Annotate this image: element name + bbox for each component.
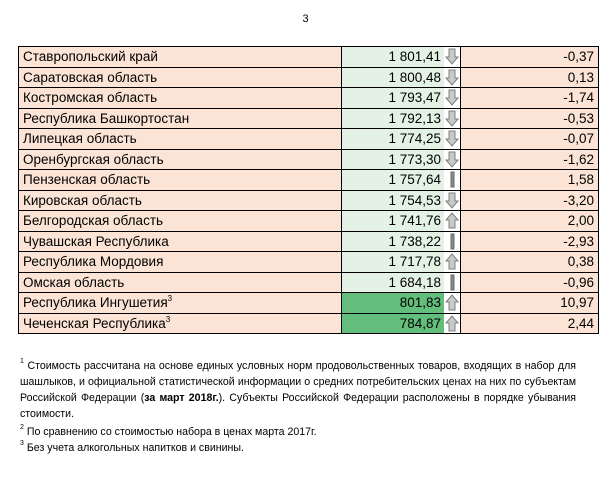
cost-cell: 1 741,76 — [342, 211, 445, 232]
region-name: Республика Башкортостан — [23, 110, 190, 126]
page-number: 3 — [302, 13, 309, 25]
region-cell — [19, 108, 342, 129]
table-row — [19, 108, 599, 129]
up-arrow-icon — [444, 212, 460, 229]
region-cell — [19, 88, 342, 109]
region-footnote-mark: 3 — [167, 294, 173, 304]
table-row — [19, 47, 599, 68]
side-bar-icon — [444, 274, 460, 291]
down-arrow-icon — [444, 130, 460, 147]
up-arrow-icon — [444, 253, 460, 270]
region-cell — [19, 47, 342, 68]
region-cell — [19, 231, 342, 252]
table-row — [19, 67, 599, 88]
table-row — [19, 88, 599, 109]
up-arrow-icon — [444, 294, 460, 311]
trend-cell — [444, 47, 461, 68]
down-arrow-icon — [444, 89, 460, 106]
table-row — [19, 313, 599, 334]
region-cell — [19, 211, 342, 232]
table-row — [19, 129, 599, 150]
footnote-1-mark: 1 — [20, 358, 24, 365]
region-cell — [19, 252, 342, 273]
down-arrow-icon — [444, 110, 460, 127]
cost-cell: 1 757,64 — [342, 170, 445, 191]
trend-cell — [444, 293, 461, 314]
trend-cell — [444, 149, 461, 170]
region-cell — [19, 129, 342, 150]
down-arrow-icon — [444, 69, 460, 86]
region-name: Кировская область — [23, 192, 142, 208]
region-footnote-mark: 3 — [165, 314, 171, 324]
trend-cell — [444, 313, 461, 334]
side-bar-icon — [444, 171, 460, 188]
change-cell: -0,07 — [461, 129, 599, 150]
down-arrow-icon — [444, 192, 460, 209]
price-table — [18, 46, 599, 334]
region-name: Чувашская Республика — [23, 233, 169, 249]
footnote-3 — [20, 440, 576, 456]
cost-cell: 1 717,78 — [342, 252, 445, 273]
trend-cell — [444, 190, 461, 211]
footnote-2 — [20, 424, 576, 440]
region-name: Республика Ингушетия — [23, 295, 168, 311]
footnote-1 — [20, 358, 576, 422]
trend-cell — [444, 252, 461, 273]
cost-cell: 1 754,53 — [342, 190, 445, 211]
footnote-2-mark: 2 — [20, 424, 24, 431]
trend-cell — [444, 88, 461, 109]
cost-cell: 1 738,22 — [342, 231, 445, 252]
region-name: Саратовская область — [23, 69, 158, 85]
trend-cell — [444, 231, 461, 252]
cost-cell: 1 793,47 — [342, 88, 445, 109]
cost-cell: 1 800,48 — [342, 67, 445, 88]
up-arrow-icon — [444, 315, 460, 332]
region-name: Ставропольский край — [23, 49, 158, 65]
change-cell: -2,93 — [461, 231, 599, 252]
cost-cell: 1 684,18 — [342, 272, 445, 293]
change-cell: -1,62 — [461, 149, 599, 170]
region-name: Республика Мордовия — [23, 254, 164, 270]
trend-cell — [444, 211, 461, 232]
table-row — [19, 293, 599, 314]
table-row — [19, 190, 599, 211]
trend-cell — [444, 272, 461, 293]
table-row — [19, 231, 599, 252]
change-cell: 0,38 — [461, 252, 599, 273]
cost-cell: 1 773,30 — [342, 149, 445, 170]
trend-cell — [444, 108, 461, 129]
region-name: Омская область — [23, 274, 125, 290]
change-cell: -0,53 — [461, 108, 599, 129]
change-cell: 2,44 — [461, 313, 599, 334]
cost-cell: 801,83 — [342, 293, 445, 314]
footnote-2-text: По сравнению со стоимостью набора в ценах марта 2017г. — [26, 426, 317, 438]
change-cell: 0,13 — [461, 67, 599, 88]
table-row — [19, 170, 599, 191]
cost-cell: 784,87 — [342, 313, 445, 334]
region-cell — [19, 170, 342, 191]
region-name: Пензенская область — [23, 172, 151, 188]
change-cell: 1,58 — [461, 170, 599, 191]
change-cell: -0,37 — [461, 47, 599, 68]
region-name: Липецкая область — [23, 131, 137, 147]
footnote-3-text: Без учета алкогольных напитков и свинины. — [26, 442, 244, 454]
side-bar-icon — [444, 233, 460, 250]
cost-cell: 1 792,13 — [342, 108, 445, 129]
footnote-1-text-b: ). Субъекты Российской Федерации расположены в порядке убывания стоимости. — [20, 392, 577, 420]
region-cell — [19, 190, 342, 211]
change-cell: -3,20 — [461, 190, 599, 211]
region-cell — [19, 293, 342, 314]
region-name: Белгородская область — [23, 213, 164, 229]
footnote-1-bold: за март 2018г. — [144, 392, 219, 404]
change-cell: 10,97 — [461, 293, 599, 314]
change-cell: -1,74 — [461, 88, 599, 109]
footnote-1-text-a: Стоимость рассчитана на основе единых условных норм продовольственных товаров, входящих в набор для шашлыков, и официальной статистической информации о средних потребительских ценах на них по субъектам Российской Федерации ( — [20, 360, 576, 404]
cost-cell: 1 774,25 — [342, 129, 445, 150]
table-row — [19, 211, 599, 232]
table-row — [19, 149, 599, 170]
change-cell: 2,00 — [461, 211, 599, 232]
footnote-3-mark: 3 — [20, 440, 24, 447]
region-name: Оренбургская область — [23, 151, 164, 167]
region-cell — [19, 67, 342, 88]
down-arrow-icon — [444, 151, 460, 168]
region-cell — [19, 272, 342, 293]
region-name: Костромская область — [23, 90, 158, 106]
price-table-body — [19, 47, 599, 334]
down-arrow-icon — [444, 48, 460, 65]
table-row — [19, 252, 599, 273]
trend-cell — [444, 67, 461, 88]
trend-cell — [444, 170, 461, 191]
region-cell — [19, 313, 342, 334]
trend-cell — [444, 129, 461, 150]
cost-cell: 1 801,41 — [342, 47, 445, 68]
change-cell: -0,96 — [461, 272, 599, 293]
footnotes — [20, 358, 576, 456]
region-cell — [19, 149, 342, 170]
table-row — [19, 272, 599, 293]
region-name: Чеченская Республика — [23, 315, 166, 331]
